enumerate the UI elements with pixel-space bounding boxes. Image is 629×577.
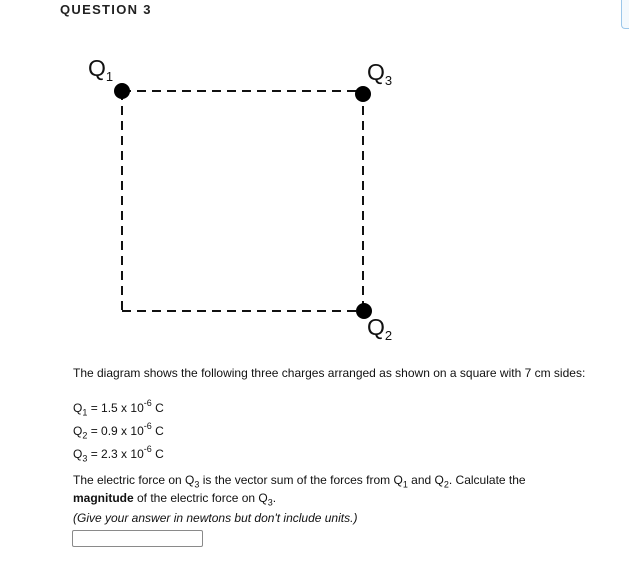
charge-q3-dot [355, 86, 371, 102]
question-header: QUESTION 3 [60, 2, 152, 17]
instruction-text: (Give your answer in newtons but don't include units.) [73, 511, 358, 525]
charge-q3-label: $Q_3$ [367, 59, 393, 88]
charge-q1-label: $Q_1$ [88, 55, 114, 84]
prompt-line-2: magnitude of the electric force on $Q_3$. [73, 491, 277, 508]
charge-line-q1: $Q_1 = 1.5$ x $10^{-6}$ C [73, 398, 164, 418]
charge-line-q2: $Q_2 = 0.9$ x $10^{-6}$ C [73, 421, 164, 441]
charge-q1-dot [114, 83, 130, 99]
intro-text: The diagram shows the following three charges arranged as shown on a square with 7 cm sides: [73, 366, 586, 380]
charge-line-q3: $Q_3 = 2.3$ x $10^{-6}$ C [73, 444, 164, 464]
prompt-line-1: The electric force on $Q_3$ is the vector sum of the forces from $Q_1$ and $Q_2$. Calculate the [73, 473, 526, 490]
answer-input[interactable] [72, 530, 203, 547]
charge-q2-label: $Q_2$ [367, 314, 393, 343]
